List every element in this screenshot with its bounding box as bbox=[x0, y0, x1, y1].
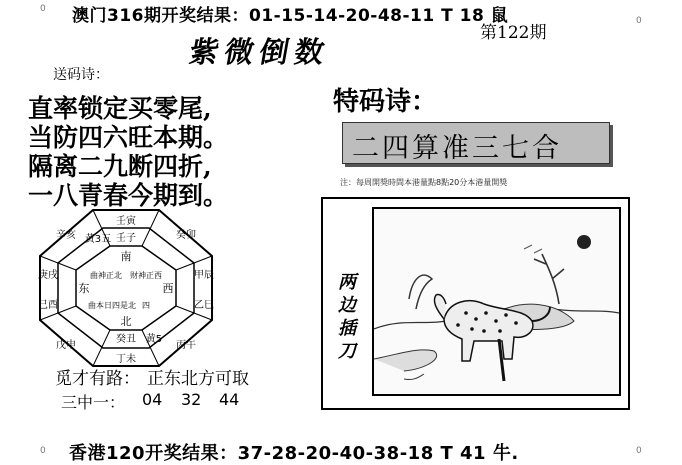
ring-label: 癸丑 bbox=[116, 334, 136, 345]
ring-label: 丁未 bbox=[116, 354, 136, 365]
corner-mark: 0 bbox=[40, 446, 46, 456]
moon-icon bbox=[577, 235, 591, 249]
san-zhong-yi-label: 三中一： bbox=[61, 393, 126, 412]
ring-label: 壬子 bbox=[116, 233, 136, 244]
san-zhong-yi-number: 44 bbox=[219, 390, 240, 409]
caption-char: 插 bbox=[338, 318, 356, 339]
center-text: 财神正西 bbox=[130, 271, 162, 280]
hongkong-result-line: 香港120开奖结果：37-28-20-40-38-18 T 41 牛. bbox=[69, 443, 519, 464]
poem-line: 隔离二九断四折, bbox=[28, 152, 212, 181]
direction-north: 北 bbox=[120, 315, 132, 328]
special-poem-label: 特码诗： bbox=[333, 87, 438, 117]
illustration bbox=[372, 207, 621, 396]
macau-result-line: 澳门316期开奖结果：01-15-14-20-48-11 T 18 鼠 bbox=[72, 6, 509, 26]
paper-title: 紫微倒数 bbox=[186, 35, 333, 69]
issue-number: 第122期 bbox=[480, 23, 547, 43]
bagua-diagram bbox=[36, 208, 216, 368]
ring-label: 己酉 bbox=[38, 300, 58, 311]
corner-mark: 0 bbox=[636, 446, 642, 456]
ring-label: 戊申 bbox=[56, 340, 76, 351]
san-zhong-yi-number: 32 bbox=[181, 390, 202, 409]
ring-label: 甲辰 bbox=[194, 270, 214, 281]
direction-east: 东 bbox=[78, 282, 90, 295]
caption-char: 两 bbox=[338, 272, 356, 293]
ring-label: 黄3五 bbox=[84, 234, 112, 245]
draw-time-note: 注：每周開獎時間本港量點8點20分本港量開獎 bbox=[340, 178, 508, 187]
bird-icon bbox=[524, 245, 542, 253]
direction-west: 西 bbox=[162, 282, 174, 295]
poem-line: 直率锁定买零尾, bbox=[28, 94, 212, 123]
ring-label: 癸卯 bbox=[176, 230, 196, 241]
caption-char: 刀 bbox=[338, 341, 356, 362]
mi-cai-value: 正东北方可取 bbox=[147, 369, 249, 389]
poem-line: 当防四六旺本期。 bbox=[28, 123, 229, 152]
ring-label: 丙午 bbox=[176, 340, 196, 351]
poem-line: 一八青春今期到。 bbox=[28, 181, 229, 210]
caption-char: 边 bbox=[338, 295, 356, 316]
center-text: 四 bbox=[142, 301, 150, 310]
ring-label: 黄5 bbox=[145, 334, 163, 345]
corner-mark: 0 bbox=[40, 4, 46, 14]
direction-south: 南 bbox=[120, 250, 132, 263]
poem-label: 送码诗： bbox=[53, 67, 109, 83]
special-poem-text: 二四算准三七合 bbox=[352, 133, 562, 164]
plant-icon bbox=[409, 275, 432, 309]
center-text: 曲本日四是北 bbox=[88, 301, 136, 310]
corner-mark: 0 bbox=[636, 16, 642, 26]
ring-label: 乙巳 bbox=[194, 300, 214, 311]
center-text: 曲神正北 bbox=[90, 271, 122, 280]
leopard-illustration bbox=[374, 209, 619, 394]
ring-label: 壬寅 bbox=[116, 216, 136, 227]
san-zhong-yi-number: 04 bbox=[142, 390, 163, 409]
ring-label: 辛亥 bbox=[56, 230, 76, 241]
mi-cai-label: 觅才有路： bbox=[55, 369, 140, 389]
ring-label: 庚戌 bbox=[38, 270, 58, 281]
tree-icon bbox=[534, 254, 564, 304]
